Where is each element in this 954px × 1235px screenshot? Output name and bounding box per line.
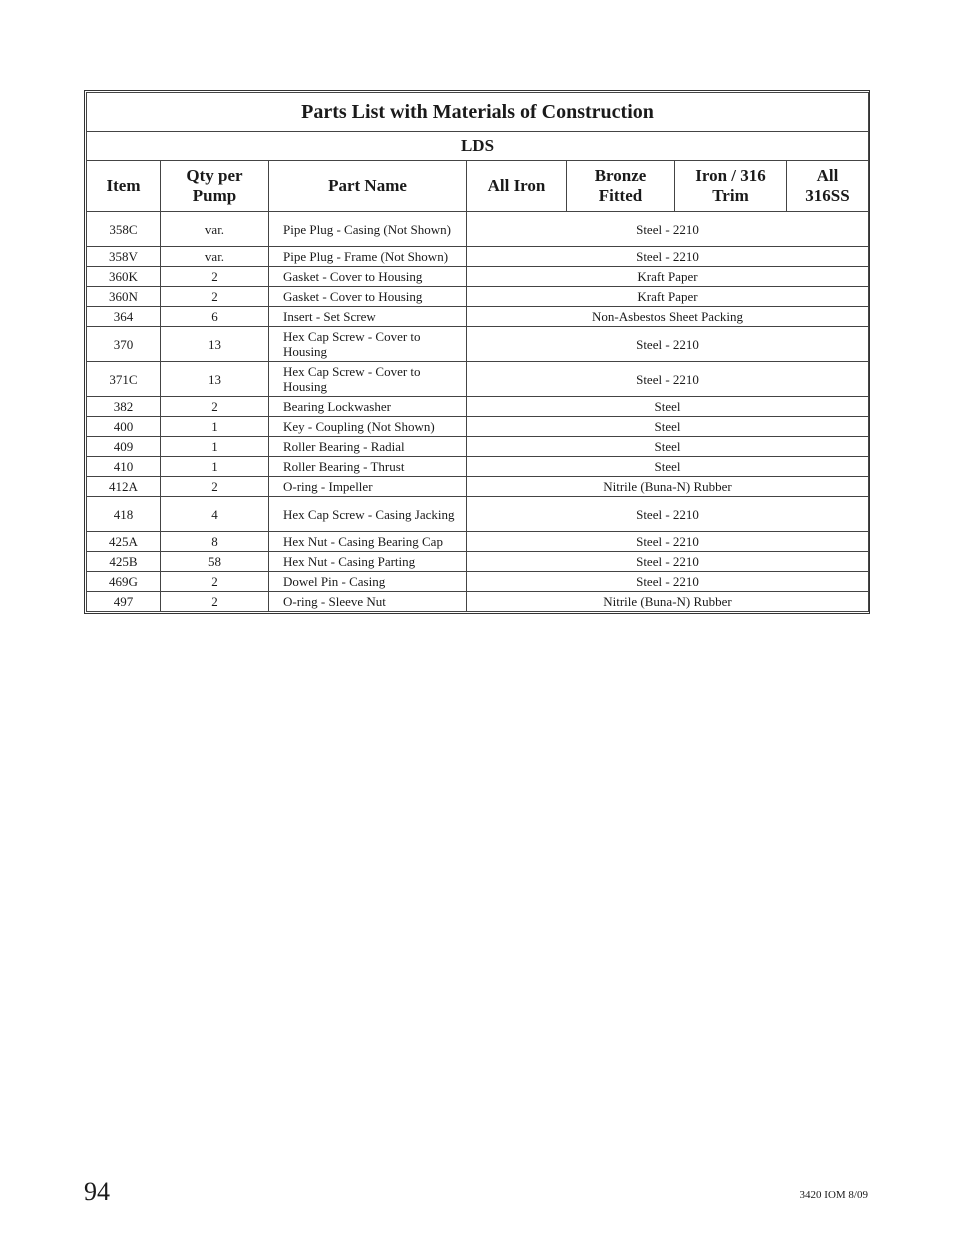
material-cell: Steel - 2210 bbox=[467, 497, 869, 532]
material-cell: Steel bbox=[467, 417, 869, 437]
table-row bbox=[87, 397, 869, 417]
part-name-cell: Pipe Plug - Casing (Not Shown) bbox=[269, 212, 467, 247]
material-cell: Steel - 2210 bbox=[467, 327, 869, 362]
qty-cell: 1 bbox=[161, 417, 269, 437]
item-cell: 409 bbox=[87, 437, 161, 457]
item-cell: 371C bbox=[87, 362, 161, 397]
table-row bbox=[87, 572, 869, 592]
material-cell: Steel - 2210 bbox=[467, 247, 869, 267]
part-name-cell: Dowel Pin - Casing bbox=[269, 572, 467, 592]
part-name-cell: Hex Nut - Casing Bearing Cap bbox=[269, 532, 467, 552]
part-name-cell: Hex Nut - Casing Parting bbox=[269, 552, 467, 572]
table-row bbox=[87, 552, 869, 572]
item-cell: 360N bbox=[87, 287, 161, 307]
table-row bbox=[87, 477, 869, 497]
qty-cell: var. bbox=[161, 212, 269, 247]
material-cell: Steel - 2210 bbox=[467, 572, 869, 592]
qty-cell: 1 bbox=[161, 457, 269, 477]
qty-cell: var. bbox=[161, 247, 269, 267]
table-row bbox=[87, 417, 869, 437]
table-subtitle: LDS bbox=[87, 132, 869, 161]
qty-cell: 2 bbox=[161, 572, 269, 592]
material-cell: Steel - 2210 bbox=[467, 362, 869, 397]
table-row bbox=[87, 497, 869, 532]
material-cell: Nitrile (Buna-N) Rubber bbox=[467, 477, 869, 497]
table-row bbox=[87, 247, 869, 267]
item-cell: 425A bbox=[87, 532, 161, 552]
material-cell: Steel - 2210 bbox=[467, 552, 869, 572]
header-item: Item bbox=[87, 161, 161, 212]
table-row bbox=[87, 362, 869, 397]
table-row bbox=[87, 287, 869, 307]
material-cell: Steel bbox=[467, 397, 869, 417]
material-cell: Nitrile (Buna-N) Rubber bbox=[467, 592, 869, 612]
item-cell: 360K bbox=[87, 267, 161, 287]
material-cell: Steel - 2210 bbox=[467, 532, 869, 552]
part-name-cell: O-ring - Impeller bbox=[269, 477, 467, 497]
document-code: 3420 IOM 8/09 bbox=[799, 1189, 868, 1201]
qty-cell: 2 bbox=[161, 287, 269, 307]
item-cell: 358V bbox=[87, 247, 161, 267]
part-name-cell: Gasket - Cover to Housing bbox=[269, 287, 467, 307]
qty-cell: 1 bbox=[161, 437, 269, 457]
page-number: 94 bbox=[84, 1177, 110, 1206]
table-row bbox=[87, 457, 869, 477]
qty-cell: 2 bbox=[161, 477, 269, 497]
item-cell: 382 bbox=[87, 397, 161, 417]
material-cell: Kraft Paper bbox=[467, 267, 869, 287]
qty-cell: 8 bbox=[161, 532, 269, 552]
item-cell: 497 bbox=[87, 592, 161, 612]
header-iron-316-trim: Iron / 316 Trim bbox=[675, 161, 787, 212]
part-name-cell: Roller Bearing - Radial bbox=[269, 437, 467, 457]
part-name-cell: Insert - Set Screw bbox=[269, 307, 467, 327]
item-cell: 469G bbox=[87, 572, 161, 592]
item-cell: 418 bbox=[87, 497, 161, 532]
item-cell: 358C bbox=[87, 212, 161, 247]
parts-table-frame bbox=[84, 90, 870, 614]
parts-list-table bbox=[86, 92, 869, 612]
qty-cell: 13 bbox=[161, 362, 269, 397]
qty-cell: 2 bbox=[161, 592, 269, 612]
item-cell: 370 bbox=[87, 327, 161, 362]
material-cell: Non-Asbestos Sheet Packing bbox=[467, 307, 869, 327]
column-header-row bbox=[87, 161, 869, 212]
part-name-cell: O-ring - Sleeve Nut bbox=[269, 592, 467, 612]
item-cell: 400 bbox=[87, 417, 161, 437]
material-cell: Kraft Paper bbox=[467, 287, 869, 307]
table-row bbox=[87, 212, 869, 247]
item-cell: 364 bbox=[87, 307, 161, 327]
header-part-name: Part Name bbox=[269, 161, 467, 212]
table-row bbox=[87, 532, 869, 552]
parts-rows bbox=[87, 212, 869, 612]
part-name-cell: Hex Cap Screw - Casing Jacking bbox=[269, 497, 467, 532]
item-cell: 425B bbox=[87, 552, 161, 572]
part-name-cell: Bearing Lockwasher bbox=[269, 397, 467, 417]
table-row bbox=[87, 267, 869, 287]
qty-cell: 58 bbox=[161, 552, 269, 572]
material-cell: Steel bbox=[467, 457, 869, 477]
part-name-cell: Gasket - Cover to Housing bbox=[269, 267, 467, 287]
part-name-cell: Hex Cap Screw - Cover to Housing bbox=[269, 362, 467, 397]
material-cell: Steel - 2210 bbox=[467, 212, 869, 247]
item-cell: 410 bbox=[87, 457, 161, 477]
qty-cell: 6 bbox=[161, 307, 269, 327]
header-bronze-fitted: Bronze Fitted bbox=[567, 161, 675, 212]
material-cell: Steel bbox=[467, 437, 869, 457]
header-all-iron: All Iron bbox=[467, 161, 567, 212]
part-name-cell: Pipe Plug - Frame (Not Shown) bbox=[269, 247, 467, 267]
header-all-316ss: All 316SS bbox=[787, 161, 869, 212]
table-row bbox=[87, 437, 869, 457]
qty-cell: 2 bbox=[161, 267, 269, 287]
table-row bbox=[87, 327, 869, 362]
table-title: Parts List with Materials of Construction bbox=[87, 93, 869, 132]
table-row bbox=[87, 592, 869, 612]
table-row bbox=[87, 307, 869, 327]
qty-cell: 2 bbox=[161, 397, 269, 417]
qty-cell: 13 bbox=[161, 327, 269, 362]
header-qty: Qty per Pump bbox=[161, 161, 269, 212]
qty-cell: 4 bbox=[161, 497, 269, 532]
part-name-cell: Roller Bearing - Thrust bbox=[269, 457, 467, 477]
part-name-cell: Hex Cap Screw - Cover to Housing bbox=[269, 327, 467, 362]
item-cell: 412A bbox=[87, 477, 161, 497]
part-name-cell: Key - Coupling (Not Shown) bbox=[269, 417, 467, 437]
